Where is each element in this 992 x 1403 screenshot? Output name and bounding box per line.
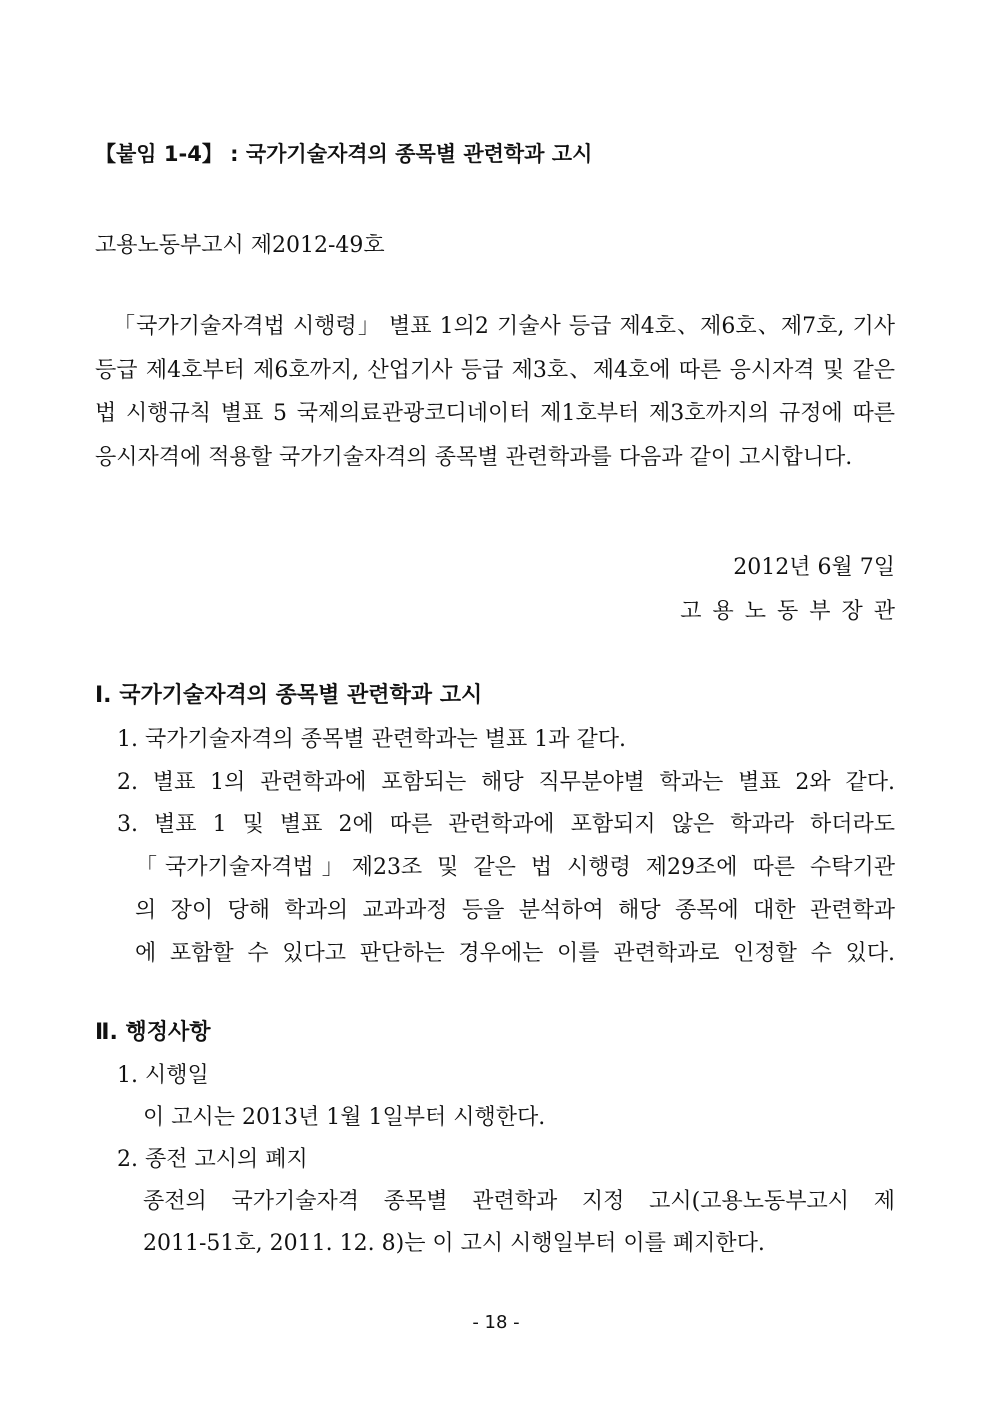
section-1-item-1: 1. 국가기술자격의 종목별 관련학과는 별표 1과 같다. <box>117 727 626 752</box>
section-2-item-1-body: 이 고시는 2013년 1월 1일부터 시행한다. <box>143 1105 546 1130</box>
notice-signer: 고용노동부장관 <box>680 599 906 624</box>
section-1-item-3-text-1: 3. 별표 1 및 별표 2에 따른 관련학과에 포함되지 않은 학과라 하더라도 <box>117 812 895 837</box>
section-1-item-3-text-2: 「국가기술자격법」제23조 및 같은 법 시행령 제29조에 따른 수탁기관 <box>135 855 895 880</box>
section-1-item-3-text-3: 의 장이 당해 학과의 교과과정 등을 분석하여 해당 종목에 대한 관련학과 <box>135 898 895 923</box>
section-1-item-3-text-4: 에 포함할 수 있다고 판단하는 경우에는 이를 관련학과로 인정할 수 있다. <box>135 941 895 966</box>
section-1-item-3-line-4 <box>135 936 895 967</box>
section-1-item-3-line-1 <box>117 807 895 838</box>
notice-intro-paragraph: 「국가기술자격법 시행령」 별표 1의2 기술사 등급 제4호、제6호、제7호, 기사 등급 제4호부터 제6호까지, 산업기사 등급 제3호、제4호에 따른 응시자격 및 같은 법 시행규칙 별표 5 국제의료관광코디네이터 제1호부터 제3호까지의 규정에 따른 응시자격에 적용할 국가기술자격의 종목별 관련학과를 다음과 같이 고시합니다. <box>95 314 895 470</box>
section-2-item-2-body-line-2: 2011-51호, 2011. 12. 8)는 이 고시 시행일부터 이를 폐지한다. <box>143 1231 765 1256</box>
section-2-item-2-body-line-1 <box>143 1184 895 1215</box>
notice-number: 고용노동부고시 제2012-49호 <box>95 233 385 258</box>
section-2-item-2-label: 2. 종전 고시의 폐지 <box>117 1147 308 1172</box>
attachment-title: 【붙임 1-4】 : 국가기술자격의 종목별 관련학과 고시 <box>95 142 593 166</box>
section-1-item-2 <box>117 765 895 796</box>
page-number: - 18 - <box>472 1312 520 1333</box>
section-2-heading: Ⅱ. 행정사항 <box>95 1020 211 1045</box>
section-1-heading: Ⅰ. 국가기술자격의 종목별 관련학과 고시 <box>95 683 483 708</box>
section-2-item-1-label: 1. 시행일 <box>117 1063 209 1088</box>
section-1-item-3-line-2 <box>135 850 895 881</box>
section-1-item-2-text: 2. 별표 1의 관련학과에 포함되는 해당 직무분야별 학과는 별표 2와 같다. <box>117 770 895 795</box>
section-2-item-2-body-text-1: 종전의 국가기술자격 종목별 관련학과 지정 고시(고용노동부고시 제 <box>143 1189 895 1214</box>
section-1-item-3-line-3 <box>135 893 895 924</box>
notice-date: 2012년 6월 7일 <box>733 555 895 580</box>
